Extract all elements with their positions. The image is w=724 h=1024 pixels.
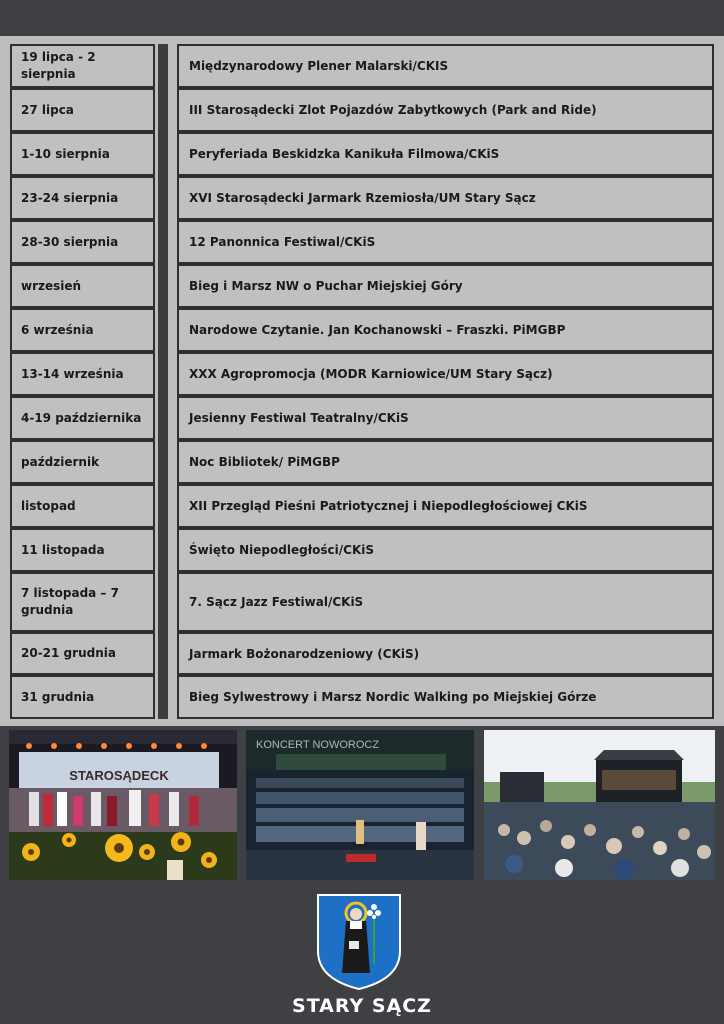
date-cell: 19 lipca - 2 sierpnia xyxy=(10,44,155,88)
concert-banner-text: KONCERT NOWOROCZ xyxy=(256,739,380,751)
event-cell: XVI Starosądecki Jarmark Rzemiosła/UM Stary Sącz xyxy=(177,176,714,220)
date-cell: 28-30 sierpnia xyxy=(10,220,155,264)
event-cell: 12 Panonnica Festiwal/CKiS xyxy=(177,220,714,264)
event-cell: XII Przegląd Pieśni Patriotycznej i Niepodległościowej CKiS xyxy=(177,484,714,528)
date-cell: listopad xyxy=(10,484,155,528)
date-cell: 27 lipca xyxy=(10,88,155,132)
date-cell: 23-24 sierpnia xyxy=(10,176,155,220)
date-cell: październik xyxy=(10,440,155,484)
date-cell: wrzesień xyxy=(10,264,155,308)
event-cell: Noc Bibliotek/ PiMGBP xyxy=(177,440,714,484)
stary-sacz-crest-icon xyxy=(316,893,402,991)
date-cell: 11 listopada xyxy=(10,528,155,572)
event-cell: XXX Agropromocja (MODR Karniowice/UM Stary Sącz) xyxy=(177,352,714,396)
event-cell: Jarmark Bożonarodzeniowy (CKiS) xyxy=(177,632,714,675)
date-cell: 1-10 sierpnia xyxy=(10,132,155,176)
event-cell: Międzynarodowy Plener Malarski/CKIS xyxy=(177,44,714,88)
event-cell: III Starosądecki Zlot Pojazdów Zabytkowych (Park and Ride) xyxy=(177,88,714,132)
event-cell: Jesienny Festiwal Teatralny/CKiS xyxy=(177,396,714,440)
date-cell: 13-14 września xyxy=(10,352,155,396)
date-cell: 7 listopada – 7 grudnia xyxy=(10,572,155,632)
date-cell: 20-21 grudnia xyxy=(10,632,155,675)
stage-banner-text: STAROSĄDECK xyxy=(69,768,169,783)
event-cell: Święto Niepodległości/CKiS xyxy=(177,528,714,572)
event-cell: Bieg Sylwestrowy i Marsz Nordic Walking po Miejskiej Górze xyxy=(177,675,714,719)
event-cell: Bieg i Marsz NW o Puchar Miejskiej Góry xyxy=(177,264,714,308)
date-cell: 31 grudnia xyxy=(10,675,155,719)
date-cell: 6 września xyxy=(10,308,155,352)
outdoor-concert-photo xyxy=(484,730,715,880)
event-cell: Peryferiada Beskidzka Kanikuła Filmowa/CKiS xyxy=(177,132,714,176)
folk-festival-photo xyxy=(9,730,237,880)
event-cell: Narodowe Czytanie. Jan Kochanowski – Fraszki. PiMGBP xyxy=(177,308,714,352)
town-name: STARY SĄCZ xyxy=(292,995,432,1017)
event-cell: 7. Sącz Jazz Festiwal/CKiS xyxy=(177,572,714,632)
orchestra-concert-photo xyxy=(246,730,474,880)
date-cell: 4-19 października xyxy=(10,396,155,440)
column-divider xyxy=(158,44,168,719)
